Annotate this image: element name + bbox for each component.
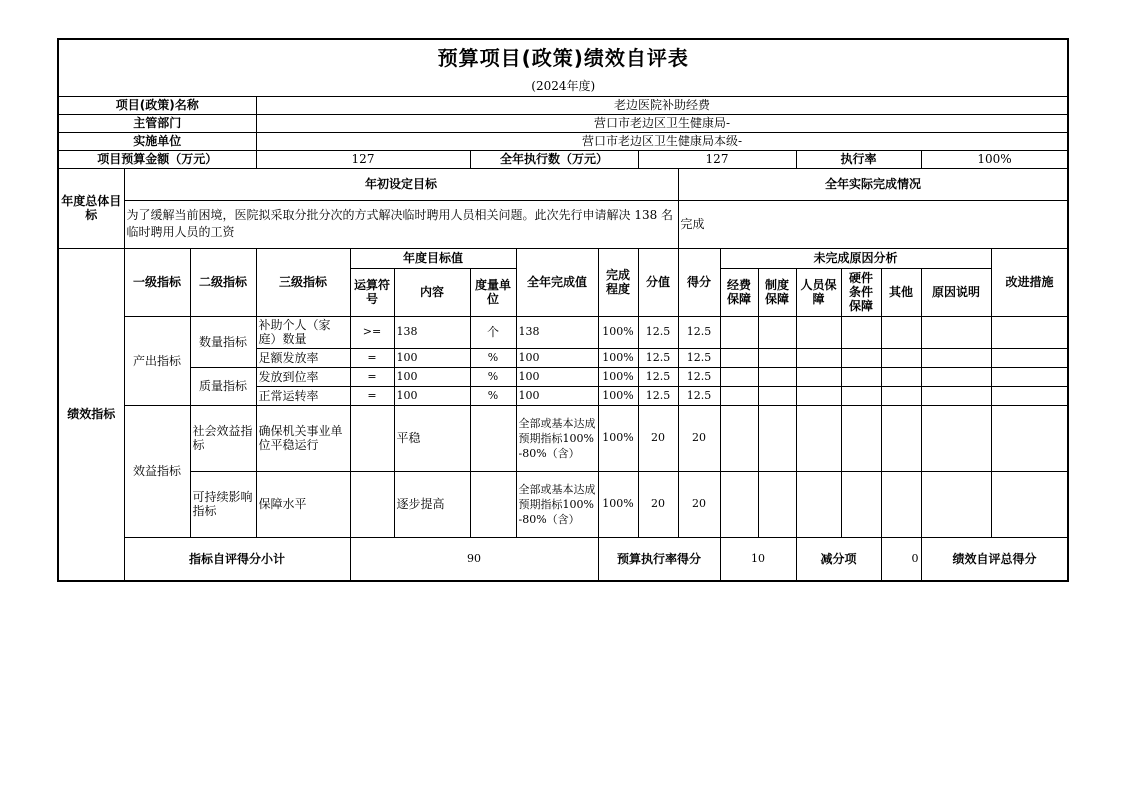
row-actual: 全部或基本达成预期指标100%-80%（含） <box>516 405 598 471</box>
row-r-system <box>758 316 796 348</box>
subtotal-value: 90 <box>350 537 598 581</box>
impl-unit-label: 实施单位 <box>58 132 256 150</box>
header-r-explain: 原因说明 <box>921 268 991 316</box>
header-target-group: 年度目标值 <box>350 248 516 268</box>
row-r-other <box>881 348 921 367</box>
row-unit: % <box>470 386 516 405</box>
table-row <box>58 471 1068 537</box>
header-r-system: 制度保障 <box>758 268 796 316</box>
row-l3: 足额发放率 <box>256 348 350 367</box>
row-op <box>350 405 394 471</box>
header-level3: 三级指标 <box>256 248 350 316</box>
output-indicator-label: 产出指标 <box>124 316 190 405</box>
table-row <box>58 405 1068 471</box>
header-score: 得分 <box>678 248 720 316</box>
dept-label: 主管部门 <box>58 114 256 132</box>
row-r-staff <box>796 316 841 348</box>
quality-indicator-label: 质量指标 <box>190 367 256 405</box>
row-improve <box>991 471 1068 537</box>
row-r-fund <box>720 386 758 405</box>
row-r-system <box>758 386 796 405</box>
row-r-system <box>758 405 796 471</box>
row-degree: 100% <box>598 405 638 471</box>
row-value: 12.5 <box>638 367 678 386</box>
year-label: (2024年度) <box>58 76 1068 96</box>
row-unit: % <box>470 348 516 367</box>
performance-evaluation-sheet <box>57 38 1067 582</box>
row-r-system <box>758 471 796 537</box>
row-r-hardware <box>841 367 881 386</box>
exec-rate-label: 执行率 <box>796 150 921 168</box>
header-actual: 全年完成值 <box>516 248 598 316</box>
row-r-system <box>758 348 796 367</box>
exec-amount-value: 127 <box>638 150 796 168</box>
row-r-explain <box>921 471 991 537</box>
row-value: 12.5 <box>638 316 678 348</box>
budget-amount-label: 项目预算金额（万元） <box>58 150 256 168</box>
row-score: 12.5 <box>678 367 720 386</box>
row-r-other <box>881 367 921 386</box>
table-row <box>58 367 1068 386</box>
row-content: 100 <box>394 386 470 405</box>
row-content: 逐步提高 <box>394 471 470 537</box>
row-unit <box>470 405 516 471</box>
row-score: 20 <box>678 471 720 537</box>
row-score: 12.5 <box>678 316 720 348</box>
project-name-label: 项目(政策)名称 <box>58 96 256 114</box>
evaluation-table <box>57 38 1069 582</box>
row-op: >= <box>350 316 394 348</box>
header-r-fund: 经费保障 <box>720 268 758 316</box>
row-content: 100 <box>394 348 470 367</box>
budget-score-value: 10 <box>720 537 796 581</box>
row-actual: 100 <box>516 386 598 405</box>
header-r-staff: 人员保障 <box>796 268 841 316</box>
row-r-explain <box>921 386 991 405</box>
actual-goal-header: 全年实际完成情况 <box>678 168 1068 200</box>
row-r-hardware <box>841 348 881 367</box>
row-r-other <box>881 316 921 348</box>
actual-goal-text: 完成 <box>678 200 1068 248</box>
row-r-staff <box>796 367 841 386</box>
row-r-fund <box>720 471 758 537</box>
row-l3: 保障水平 <box>256 471 350 537</box>
page-title: 预算项目(政策)绩效自评表 <box>58 39 1068 76</box>
row-score: 20 <box>678 405 720 471</box>
row-l3: 补助个人（家庭）数量 <box>256 316 350 348</box>
header-op: 运算符号 <box>350 268 394 316</box>
row-degree: 100% <box>598 348 638 367</box>
impl-unit-value: 营口市老边区卫生健康局本级- <box>256 132 1068 150</box>
row-r-staff <box>796 348 841 367</box>
exec-amount-label: 全年执行数（万元） <box>470 150 638 168</box>
header-degree: 完成程度 <box>598 248 638 316</box>
header-unit: 度量单位 <box>470 268 516 316</box>
row-value: 12.5 <box>638 348 678 367</box>
header-reason-group: 未完成原因分析 <box>720 248 991 268</box>
row-improve <box>991 348 1068 367</box>
row-r-explain <box>921 316 991 348</box>
exec-rate-value: 100% <box>921 150 1068 168</box>
row-r-hardware <box>841 405 881 471</box>
project-name-value: 老边医院补助经费 <box>256 96 1068 114</box>
row-r-fund <box>720 348 758 367</box>
social-benefit-label: 社会效益指标 <box>190 405 256 471</box>
row-actual: 100 <box>516 348 598 367</box>
row-l3: 确保机关事业单位平稳运行 <box>256 405 350 471</box>
row-r-hardware <box>841 471 881 537</box>
row-l3: 发放到位率 <box>256 367 350 386</box>
budget-score-label: 预算执行率得分 <box>598 537 720 581</box>
summary-row <box>58 537 1068 581</box>
row-r-staff <box>796 405 841 471</box>
benefit-indicator-label: 效益指标 <box>124 405 190 537</box>
header-level1: 一级指标 <box>124 248 190 316</box>
header-improve: 改进措施 <box>991 248 1068 316</box>
header-content: 内容 <box>394 268 470 316</box>
row-score: 12.5 <box>678 386 720 405</box>
row-content: 138 <box>394 316 470 348</box>
row-content: 100 <box>394 367 470 386</box>
row-degree: 100% <box>598 367 638 386</box>
header-r-other: 其他 <box>881 268 921 316</box>
sustain-impact-label: 可持续影响指标 <box>190 471 256 537</box>
row-improve <box>991 386 1068 405</box>
row-degree: 100% <box>598 471 638 537</box>
row-improve <box>991 405 1068 471</box>
row-r-explain <box>921 367 991 386</box>
row-r-other <box>881 405 921 471</box>
row-content: 平稳 <box>394 405 470 471</box>
row-value: 20 <box>638 405 678 471</box>
dept-value: 营口市老边区卫生健康局- <box>256 114 1068 132</box>
row-actual: 100 <box>516 367 598 386</box>
set-goal-text: 为了缓解当前困境，医院拟采取分批分次的方式解决临时聘用人员相关问题。此次先行申请解决 138 名临时聘用人员的工资 <box>124 200 678 248</box>
row-op: = <box>350 367 394 386</box>
row-actual: 138 <box>516 316 598 348</box>
annual-goal-label: 年度总体目标 <box>58 168 124 248</box>
deduct-value: 0 <box>881 537 921 581</box>
budget-amount-value: 127 <box>256 150 470 168</box>
row-degree: 100% <box>598 386 638 405</box>
header-r-hardware: 硬件条件保障 <box>841 268 881 316</box>
quantity-indicator-label: 数量指标 <box>190 316 256 367</box>
table-row <box>58 316 1068 348</box>
row-unit <box>470 471 516 537</box>
row-degree: 100% <box>598 316 638 348</box>
row-unit: 个 <box>470 316 516 348</box>
row-value: 12.5 <box>638 386 678 405</box>
row-op: = <box>350 386 394 405</box>
row-r-other <box>881 386 921 405</box>
row-value: 20 <box>638 471 678 537</box>
row-r-staff <box>796 471 841 537</box>
header-score-value: 分值 <box>638 248 678 316</box>
set-goal-header: 年初设定目标 <box>124 168 678 200</box>
row-actual: 全部或基本达成预期指标100%-80%（含） <box>516 471 598 537</box>
row-r-system <box>758 367 796 386</box>
row-improve <box>991 367 1068 386</box>
row-op: = <box>350 348 394 367</box>
total-score-label: 绩效自评总得分 <box>921 537 1068 581</box>
row-r-explain <box>921 405 991 471</box>
row-unit: % <box>470 367 516 386</box>
row-score: 12.5 <box>678 348 720 367</box>
row-l3: 正常运转率 <box>256 386 350 405</box>
row-r-staff <box>796 386 841 405</box>
row-r-hardware <box>841 316 881 348</box>
deduct-label: 减分项 <box>796 537 881 581</box>
row-op <box>350 471 394 537</box>
row-r-fund <box>720 367 758 386</box>
row-r-other <box>881 471 921 537</box>
row-r-fund <box>720 405 758 471</box>
row-r-fund <box>720 316 758 348</box>
subtotal-label: 指标自评得分小计 <box>124 537 350 581</box>
row-improve <box>991 316 1068 348</box>
header-level2: 二级指标 <box>190 248 256 316</box>
row-r-explain <box>921 348 991 367</box>
row-r-hardware <box>841 386 881 405</box>
perf-indicator-label: 绩效指标 <box>58 248 124 581</box>
